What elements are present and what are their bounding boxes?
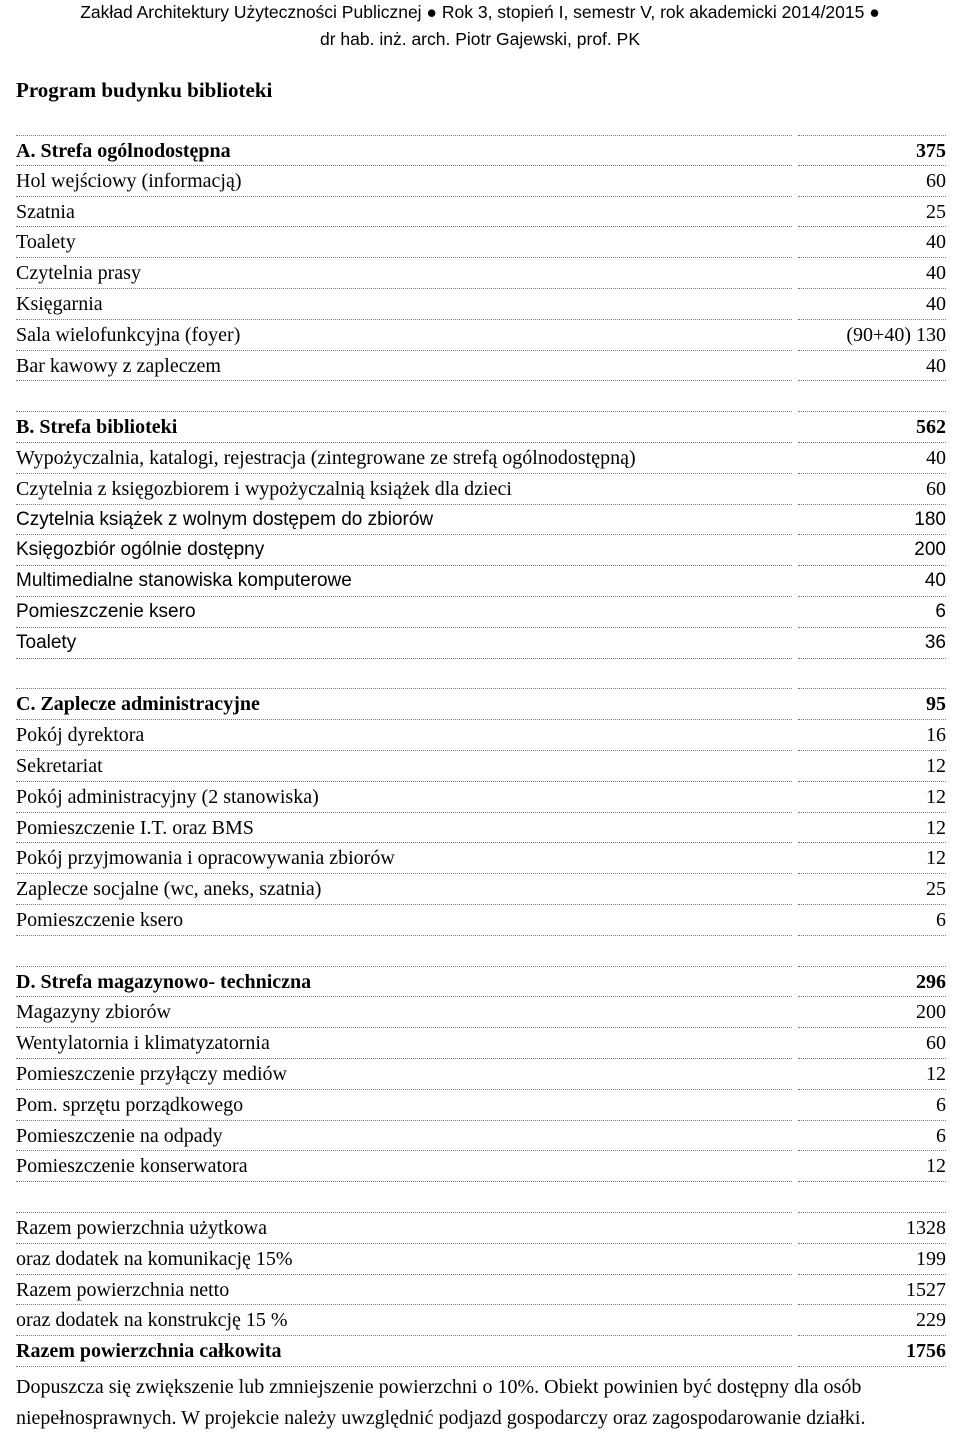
table-row (0, 1305, 960, 1336)
area-value-cell: 200 (798, 535, 946, 566)
area-value-cell: 180 (798, 505, 946, 536)
area-value-cell: 60 (798, 166, 946, 197)
room-name-cell: B. Strefa biblioteki (16, 412, 792, 443)
room-name-cell: Zaplecze socjalne (wc, aneks, szatnia) (16, 874, 792, 905)
table-row (0, 505, 960, 536)
room-name-cell: Pomieszczenie przyłączy mediów (16, 1059, 792, 1090)
table-row (0, 351, 960, 382)
table-row (0, 813, 960, 844)
area-value-cell: 1756 (798, 1336, 946, 1367)
area-value-cell: (90+40) 130 (798, 320, 946, 351)
spacer-row (0, 659, 960, 690)
table-row (0, 1090, 960, 1121)
table-row (0, 720, 960, 751)
area-value-cell: 1328 (798, 1213, 946, 1244)
area-value-cell: 6 (798, 1090, 946, 1121)
room-name-cell: Czytelnia książek z wolnym dostępem do zbiorów (16, 505, 792, 536)
section-heading-row (0, 967, 960, 998)
area-value-cell: 12 (798, 1151, 946, 1182)
area-value-cell: 12 (798, 813, 946, 844)
area-value-cell: 296 (798, 967, 946, 998)
table-row (0, 1213, 960, 1244)
room-name-cell: C. Zaplecze administracyjne (16, 689, 792, 720)
area-value-cell: 40 (798, 566, 946, 597)
room-name-cell: Razem powierzchnia całkowita (16, 1336, 792, 1367)
table-row (0, 843, 960, 874)
spacer-row (0, 381, 960, 412)
header-line-1: Zakład Architektury Użyteczności Publicznej ● Rok 3, stopień I, semestr V, rok akademicki 2014/2015 ● (80, 2, 880, 22)
room-name-cell: Bar kawowy z zapleczem (16, 351, 792, 382)
table-row (0, 166, 960, 197)
total-row (0, 1336, 960, 1367)
area-value-cell: 12 (798, 1059, 946, 1090)
room-name-cell: Pokój dyrektora (16, 720, 792, 751)
room-name-cell (16, 659, 792, 690)
section-heading-row (0, 135, 960, 166)
table-row (0, 1151, 960, 1182)
room-name-cell: Hol wejściowy (informacją) (16, 166, 792, 197)
area-value-cell: 60 (798, 1028, 946, 1059)
area-value-cell: 40 (798, 258, 946, 289)
table-row (0, 320, 960, 351)
area-value-cell: 6 (798, 597, 946, 628)
document-title: Program budynku biblioteki (16, 78, 273, 102)
room-name-cell: Czytelnia prasy (16, 258, 792, 289)
room-name-cell: Razem powierzchnia netto (16, 1275, 792, 1306)
area-value-cell: 12 (798, 843, 946, 874)
area-value-cell: 25 (798, 197, 946, 228)
table-row (0, 1028, 960, 1059)
spacer-row (0, 1182, 960, 1213)
area-value-cell: 375 (798, 135, 946, 166)
area-value-cell: 95 (798, 689, 946, 720)
room-name-cell: Razem powierzchnia użytkowa (16, 1213, 792, 1244)
area-value-cell: 6 (798, 905, 946, 936)
area-value-cell: 229 (798, 1305, 946, 1336)
room-name-cell (16, 381, 792, 412)
area-value-cell (798, 936, 946, 967)
room-name-cell: Szatnia (16, 197, 792, 228)
area-value-cell: 12 (798, 751, 946, 782)
header-line-2: dr hab. inż. arch. Piotr Gajewski, prof. PK (320, 29, 640, 49)
area-value-cell: 40 (798, 443, 946, 474)
table-row (0, 905, 960, 936)
room-name-cell: oraz dodatek na komunikację 15% (16, 1244, 792, 1275)
table-row (0, 289, 960, 320)
table-row (0, 1059, 960, 1090)
room-name-cell: Magazyny zbiorów (16, 997, 792, 1028)
table-row (0, 997, 960, 1028)
table-row (0, 1244, 960, 1275)
table-row (0, 535, 960, 566)
room-name-cell: Pokój administracyjny (2 stanowiska) (16, 782, 792, 813)
area-value-cell: 1527 (798, 1275, 946, 1306)
room-name-cell: Pomieszczenie na odpady (16, 1121, 792, 1152)
area-value-cell (798, 1182, 946, 1213)
area-value-cell: 60 (798, 474, 946, 505)
table-row (0, 751, 960, 782)
table-row (0, 258, 960, 289)
table-row (0, 566, 960, 597)
table-row (0, 628, 960, 659)
room-name-cell: Pomieszczenie I.T. oraz BMS (16, 813, 792, 844)
area-value-cell: 199 (798, 1244, 946, 1275)
area-value-cell: 6 (798, 1121, 946, 1152)
section-heading-row (0, 689, 960, 720)
room-name-cell: Toalety (16, 227, 792, 258)
room-name-cell: Pomieszczenie ksero (16, 905, 792, 936)
area-value-cell: 200 (798, 997, 946, 1028)
room-name-cell: Księgozbiór ogólnie dostępny (16, 535, 792, 566)
area-value-cell: 562 (798, 412, 946, 443)
table-row (0, 597, 960, 628)
area-value-cell: 16 (798, 720, 946, 751)
room-name-cell: Multimedialne stanowiska komputerowe (16, 566, 792, 597)
table-row (0, 197, 960, 228)
room-name-cell: D. Strefa magazynowo- techniczna (16, 967, 792, 998)
room-name-cell: Sekretariat (16, 751, 792, 782)
area-value-cell (798, 381, 946, 412)
table-row (0, 474, 960, 505)
room-name-cell: Pokój przyjmowania i opracowywania zbiorów (16, 843, 792, 874)
section-heading-row (0, 412, 960, 443)
room-name-cell: Pomieszczenie konserwatora (16, 1151, 792, 1182)
room-name-cell: Pomieszczenie ksero (16, 597, 792, 628)
table-row (0, 782, 960, 813)
table-row (0, 227, 960, 258)
room-name-cell: Czytelnia z księgozbiorem i wypożyczalnią książek dla dzieci (16, 474, 792, 505)
table-row (0, 1121, 960, 1152)
table-row (0, 874, 960, 905)
room-name-cell: oraz dodatek na konstrukcję 15 % (16, 1305, 792, 1336)
room-name-cell: A. Strefa ogólnodostępna (16, 135, 792, 166)
table-row (0, 443, 960, 474)
footnote: Dopuszcza się zwiększenie lub zmniejszenie powierzchni o 10%. Obiekt powinien być dostępny dla osób niepełnosprawnych. W projekcie należy uwzględnić podjazd gospodarczy oraz zagospodarowanie działki. (16, 1376, 866, 1429)
area-value-cell: 40 (798, 351, 946, 382)
room-name-cell: Pom. sprzętu porządkowego (16, 1090, 792, 1121)
area-value-cell (798, 659, 946, 690)
room-name-cell (16, 1182, 792, 1213)
room-name-cell: Wypożyczalnia, katalogi, rejestracja (zintegrowane ze strefą ogólnodostępną) (16, 443, 792, 474)
spacer-row (0, 936, 960, 967)
area-value-cell: 36 (798, 628, 946, 659)
room-name-cell (16, 936, 792, 967)
room-name-cell: Sala wielofunkcyjna (foyer) (16, 320, 792, 351)
area-value-cell: 40 (798, 289, 946, 320)
area-value-cell: 25 (798, 874, 946, 905)
room-name-cell: Wentylatornia i klimatyzatornia (16, 1028, 792, 1059)
area-value-cell: 40 (798, 227, 946, 258)
area-value-cell: 12 (798, 782, 946, 813)
room-name-cell: Księgarnia (16, 289, 792, 320)
room-name-cell: Toalety (16, 628, 792, 659)
table-row (0, 1275, 960, 1306)
